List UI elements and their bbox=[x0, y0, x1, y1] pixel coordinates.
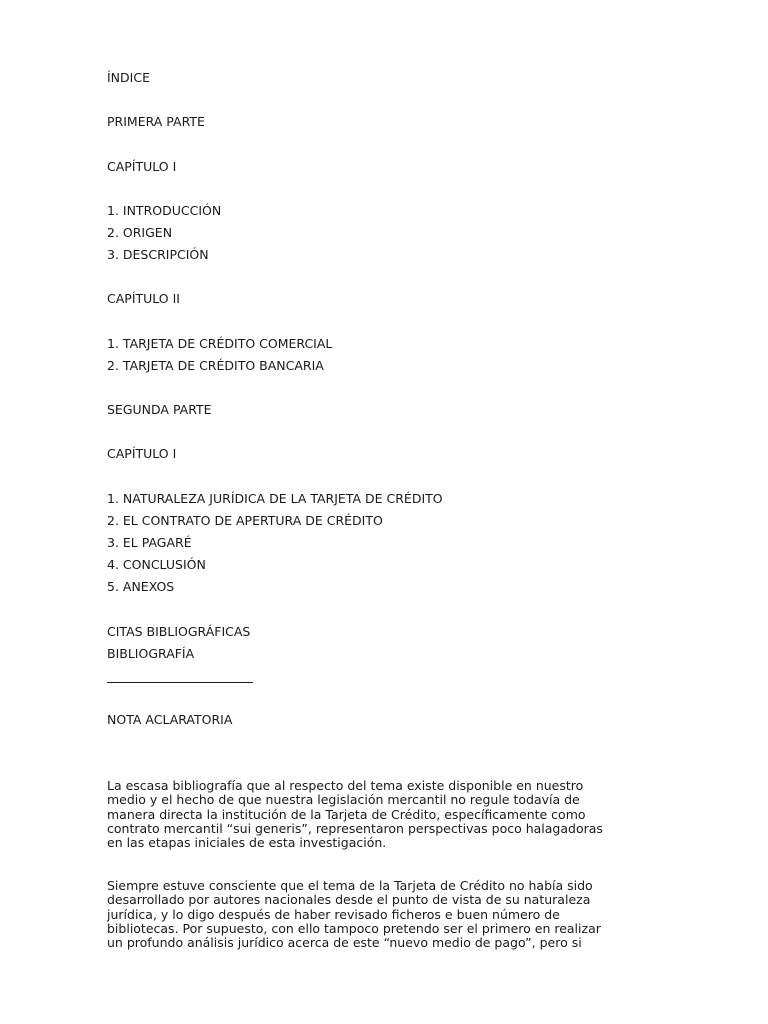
index-entry: 3. EL PAGARÉ bbox=[107, 535, 192, 550]
part-two-chapter-one-heading: CAPÍTULO I bbox=[107, 446, 177, 461]
divider bbox=[107, 682, 253, 683]
index-entry: 2. TARJETA DE CRÉDITO BANCARIA bbox=[107, 358, 324, 373]
paragraph-line: desarrollado por autores nacionales desde el punto de vista de su naturaleza bbox=[107, 892, 591, 908]
index-entry: 2. EL CONTRATO DE APERTURA DE CRÉDITO bbox=[107, 513, 383, 528]
index-entry: 2. ORIGEN bbox=[107, 225, 173, 240]
index-entry: 1. NATURALEZA JURÍDICA DE LA TARJETA DE CRÉDITO bbox=[107, 491, 443, 506]
paragraph-line: La escasa bibliografía que al respecto del tema existe disponible en nuestro bbox=[107, 778, 584, 793]
index-title: ÍNDICE bbox=[107, 70, 150, 85]
part-one-heading: PRIMERA PARTE bbox=[107, 114, 205, 129]
index-entry: 1. INTRODUCCIÓN bbox=[107, 203, 222, 218]
paragraph-line: en las etapas iniciales de esta investigación. bbox=[107, 835, 387, 851]
paragraph-line: contrato mercantil “sui generis”, representaron perspectivas poco halagadoras bbox=[107, 820, 603, 836]
part-one-chapter-one-heading: CAPÍTULO I bbox=[107, 159, 177, 174]
paragraph-line: bibliotecas. Por supuesto, con ello tampoco pretendo ser el primero en realizar bbox=[107, 920, 601, 936]
paragraph-line: jurídica, y lo digo después de haber revisado ficheros e buen número de bbox=[107, 906, 560, 922]
index-entry: 4. CONCLUSIÓN bbox=[107, 557, 206, 572]
index-entry: 1. TARJETA DE CRÉDITO COMERCIAL bbox=[107, 336, 333, 351]
index-entry: 3. DESCRIPCIÓN bbox=[107, 247, 209, 262]
paragraph-line: un profundo análisis jurídico acerca de este “nuevo medio de pago”, pero si bbox=[107, 935, 582, 951]
paragraph-line: Siempre estuve consciente que el tema de la Tarjeta de Crédito no había sido bbox=[107, 878, 593, 893]
index-entry: 5. ANEXOS bbox=[107, 579, 175, 594]
part-one-chapter-two-heading: CAPÍTULO II bbox=[107, 291, 180, 306]
note-paragraph-2 bbox=[107, 879, 667, 950]
paragraph-line: medio y el hecho de que nuestra legislación mercantil no regule todavía de bbox=[107, 792, 580, 808]
note-paragraph-1 bbox=[107, 779, 667, 850]
paragraph-line: manera directa la institución de la Tarjeta de Crédito, específicamente como bbox=[107, 806, 586, 822]
note-title: NOTA ACLARATORIA bbox=[107, 712, 233, 727]
part-two-heading: SEGUNDA PARTE bbox=[107, 402, 212, 417]
citations-heading: CITAS BIBLIOGRÁFICAS bbox=[107, 624, 251, 639]
bibliography-heading: BIBLIOGRAFÍA bbox=[107, 646, 195, 661]
